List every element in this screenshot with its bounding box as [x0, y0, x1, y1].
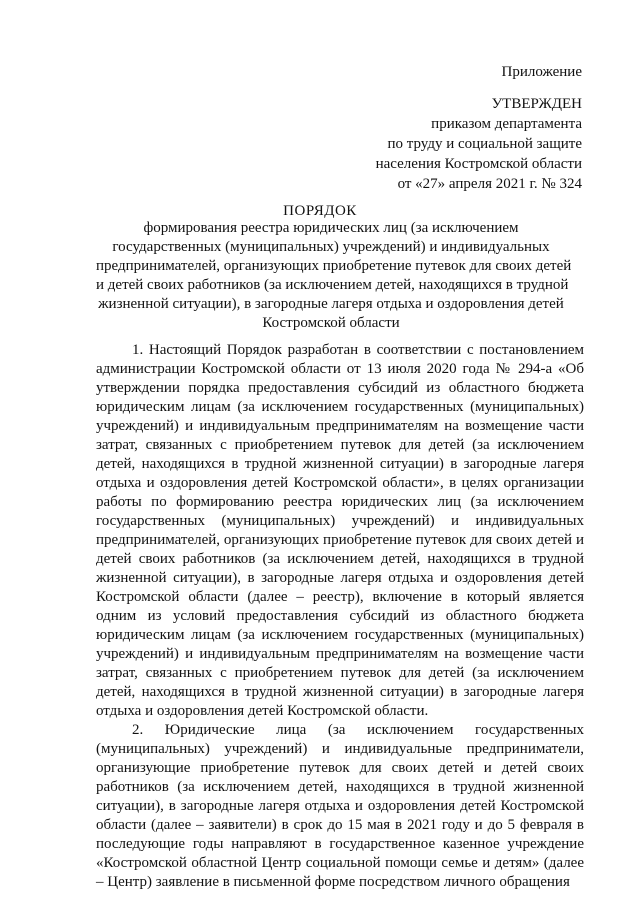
header-spacer — [376, 82, 582, 94]
subtitle-line: формирования реестра юридических лиц (за исключением — [143, 220, 519, 236]
subtitle-line: жизненной ситуации), в загородные лагеря отдыха и оздоровления детей — [98, 296, 564, 312]
subtitle-line: и детей своих работников (за исключением детей, находящихся в трудной — [96, 277, 569, 293]
appendix-label: Приложение — [501, 64, 582, 80]
document-body — [96, 341, 584, 892]
approved-label: УТВЕРЖДЕН — [491, 96, 582, 112]
document-subtitle — [96, 219, 572, 333]
approval-line: приказом департамента — [431, 116, 582, 132]
approval-line: от «27» апреля 2021 г. № 324 — [397, 176, 582, 192]
approval-line: по труду и социальной защите — [387, 136, 582, 152]
subtitle-line: Костромской области — [262, 315, 400, 331]
document-title: ПОРЯДОК — [283, 203, 357, 219]
subtitle-line: государственных (муниципальных) учреждений) и индивидуальных — [112, 239, 550, 255]
approval-header — [376, 62, 582, 194]
subtitle-line: предпринимателей, организующих приобретение путевок для своих детей — [96, 258, 572, 274]
paragraph-2: 2. Юридические лица (за исключением государственных (муниципальных) учреждений) и индивидуальные предприниматели, организующие приобретение путевок для своих детей и детей своих работников (за исключением детей, находящихся в трудной жизненной ситуации), в загородные лагеря отдыха и оздоровления детей Костромской области (далее – заявители) в срок до 15 мая в 2021 году и до 5 февраля в последующие годы направляют в государственное казенное учреждение «Костромской областной Центр социальной помощи семье и детям» (далее – Центр) заявление в письменной форме посредством личного обращения — [96, 722, 584, 890]
approval-line: населения Костромской области — [375, 156, 582, 172]
paragraph-1: 1. Настоящий Порядок разработан в соответствии с постановлением администрации Костромской области от 13 июля 2020 года № 294-а «Об утверждении порядка предоставления субсидий из областного бюджета юридическим лицам (за исключением государственных (муниципальных) учреждений) и индивидуальным предпринимателям на возмещение части затрат, связанных с приобретением путевок для детей (за исключением детей, находящихся в трудной жизненной ситуации) в загородные лагеря отдыха и оздоровления детей Костромской области», в целях организации работы по формированию реестра юридических лиц (за исключением государственных (муниципальных) учреждений) и индивидуальных предпринимателей, организующих приобретение путевок для своих детей и детей своих работников (за исключением детей, находящихся в трудной жизненной ситуации), в загородные лагеря отдыха и оздоровления детей Костромской области (далее – реестр), включение в который является одним из условий предоставления субсидий из областного бюджета юридическим лицам (за исключением государственных (муниципальных) учреждений) и индивидуальным предпринимателям на возмещение части затрат, связанных с приобретением путевок для детей (за исключением детей, находящихся в трудной жизненной ситуации) в загородные лагеря отдыха и оздоровления детей Костромской области. — [96, 342, 584, 719]
